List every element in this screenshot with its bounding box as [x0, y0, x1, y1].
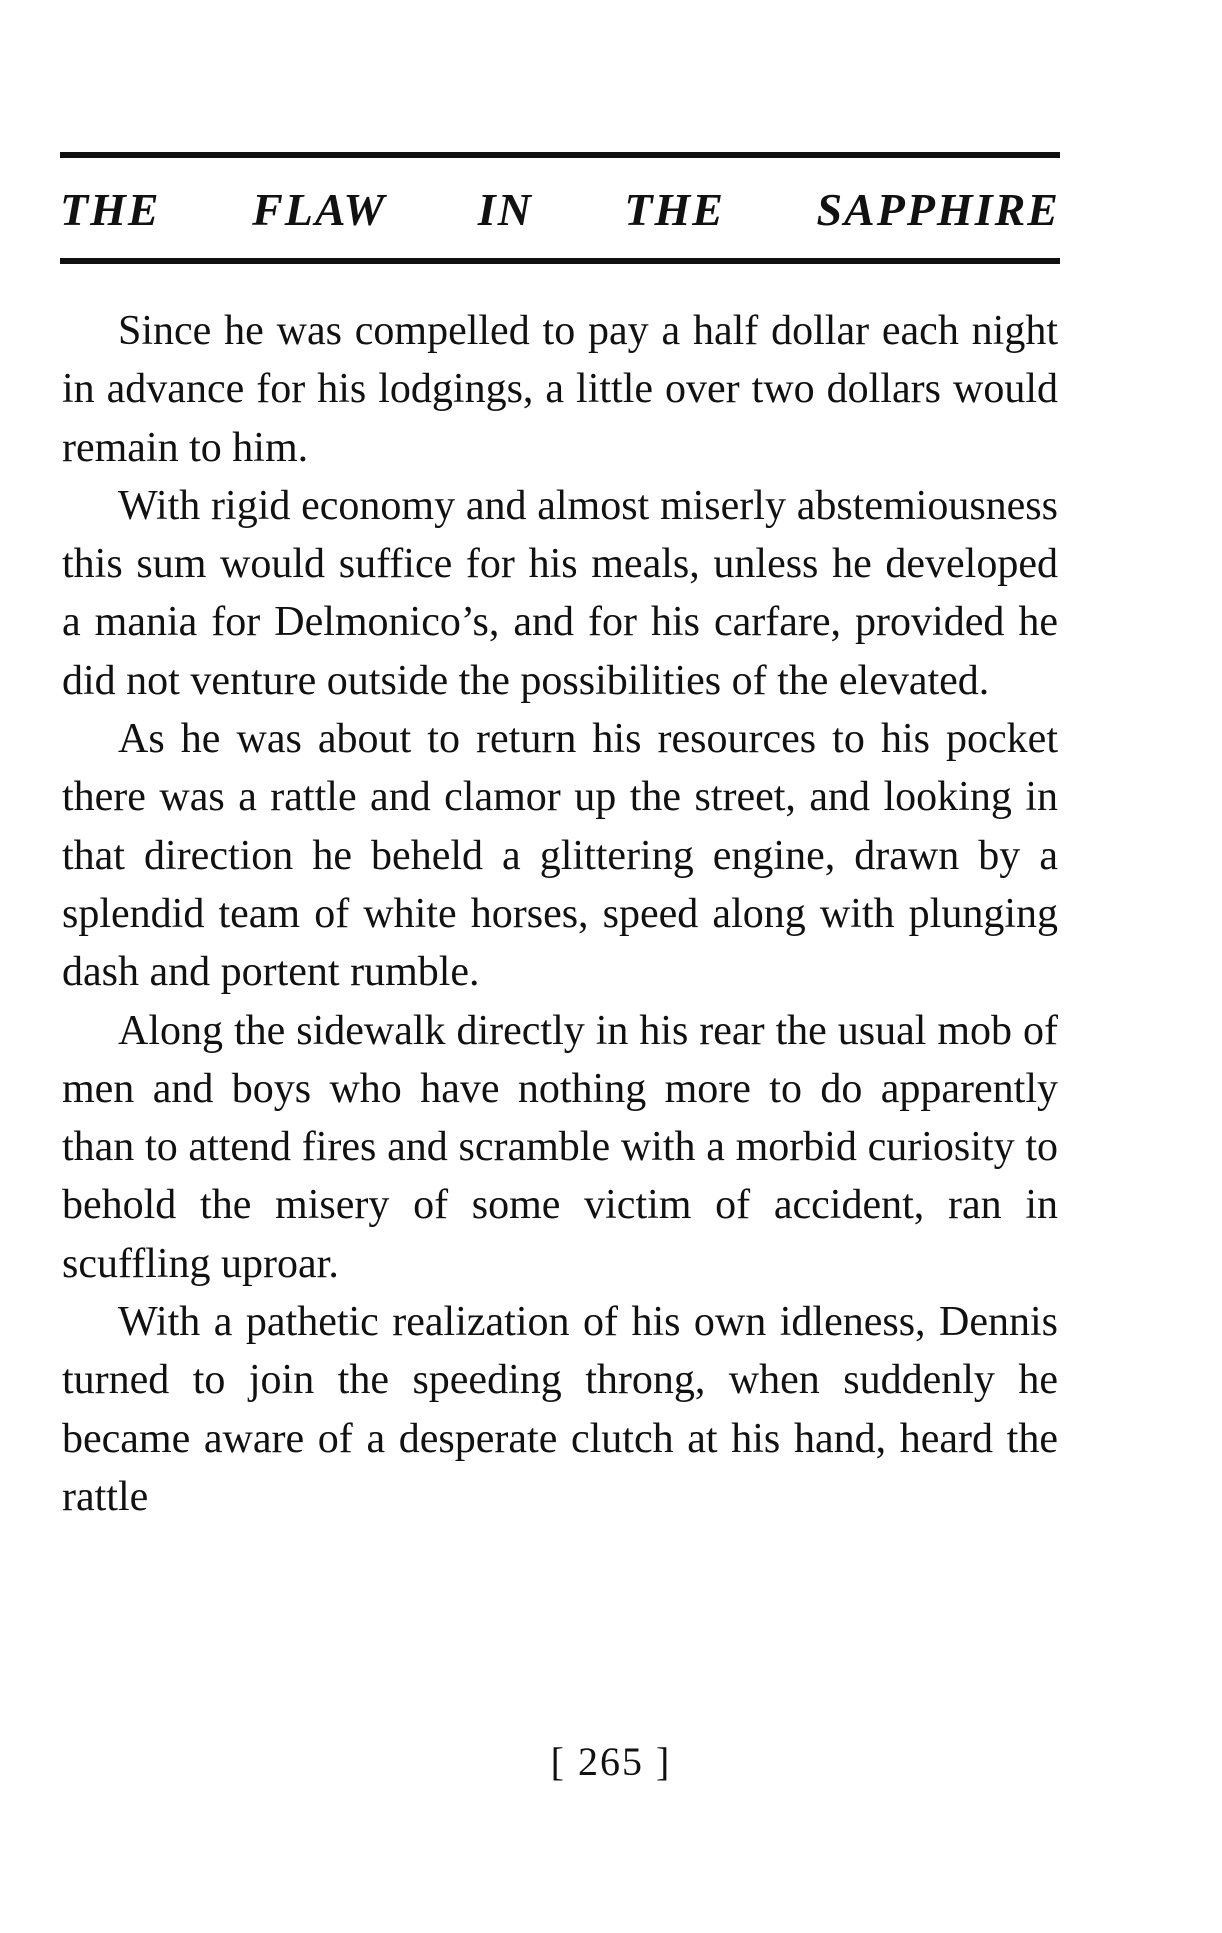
paragraph: Since he was compelled to pay a half dollar each night in advance for his lodgings, a little over two dollars would remain to him.: [62, 308, 1058, 471]
paragraph: With a pathetic realization of his own idleness, Dennis turned to join the speeding throng, when suddenly he became aware of a desperate clutch at his hand, heard the rattle: [62, 1299, 1058, 1520]
body-text: [62, 302, 1058, 1526]
running-head-word: FLAW: [252, 183, 387, 235]
header-rule-top: [60, 152, 1060, 158]
running-head-word: THE: [624, 183, 725, 235]
paragraph: With rigid economy and almost miserly abstemiousness this sum would suffice for his meals, unless he developed a mania for Delmonico’s, and for his carfare, provided he did not venture outside the possibilities of the elevated.: [62, 482, 1058, 704]
running-head-word: IN: [477, 183, 533, 235]
header-rule-bottom: [60, 258, 1060, 264]
running-head: [60, 172, 1060, 246]
paragraph: As he was about to return his resources to his pocket there was a rattle and clamor up the street, and looking in that direction he beheld a glittering engine, drawn by a splendid team of white horses, speed along with plunging dash and portent rumble.: [62, 716, 1058, 996]
paragraph: Along the sidewalk directly in his rear the usual mob of men and boys who have nothing more to do apparently than to attend fires and scramble with a morbid curiosity to behold the misery of some victim of accident, ran in scuffling uproar.: [62, 1007, 1058, 1287]
page-number: [ 265 ]: [550, 1739, 672, 1784]
running-head-word: SAPPHIRE: [816, 183, 1060, 235]
running-head-word: THE: [60, 183, 161, 235]
